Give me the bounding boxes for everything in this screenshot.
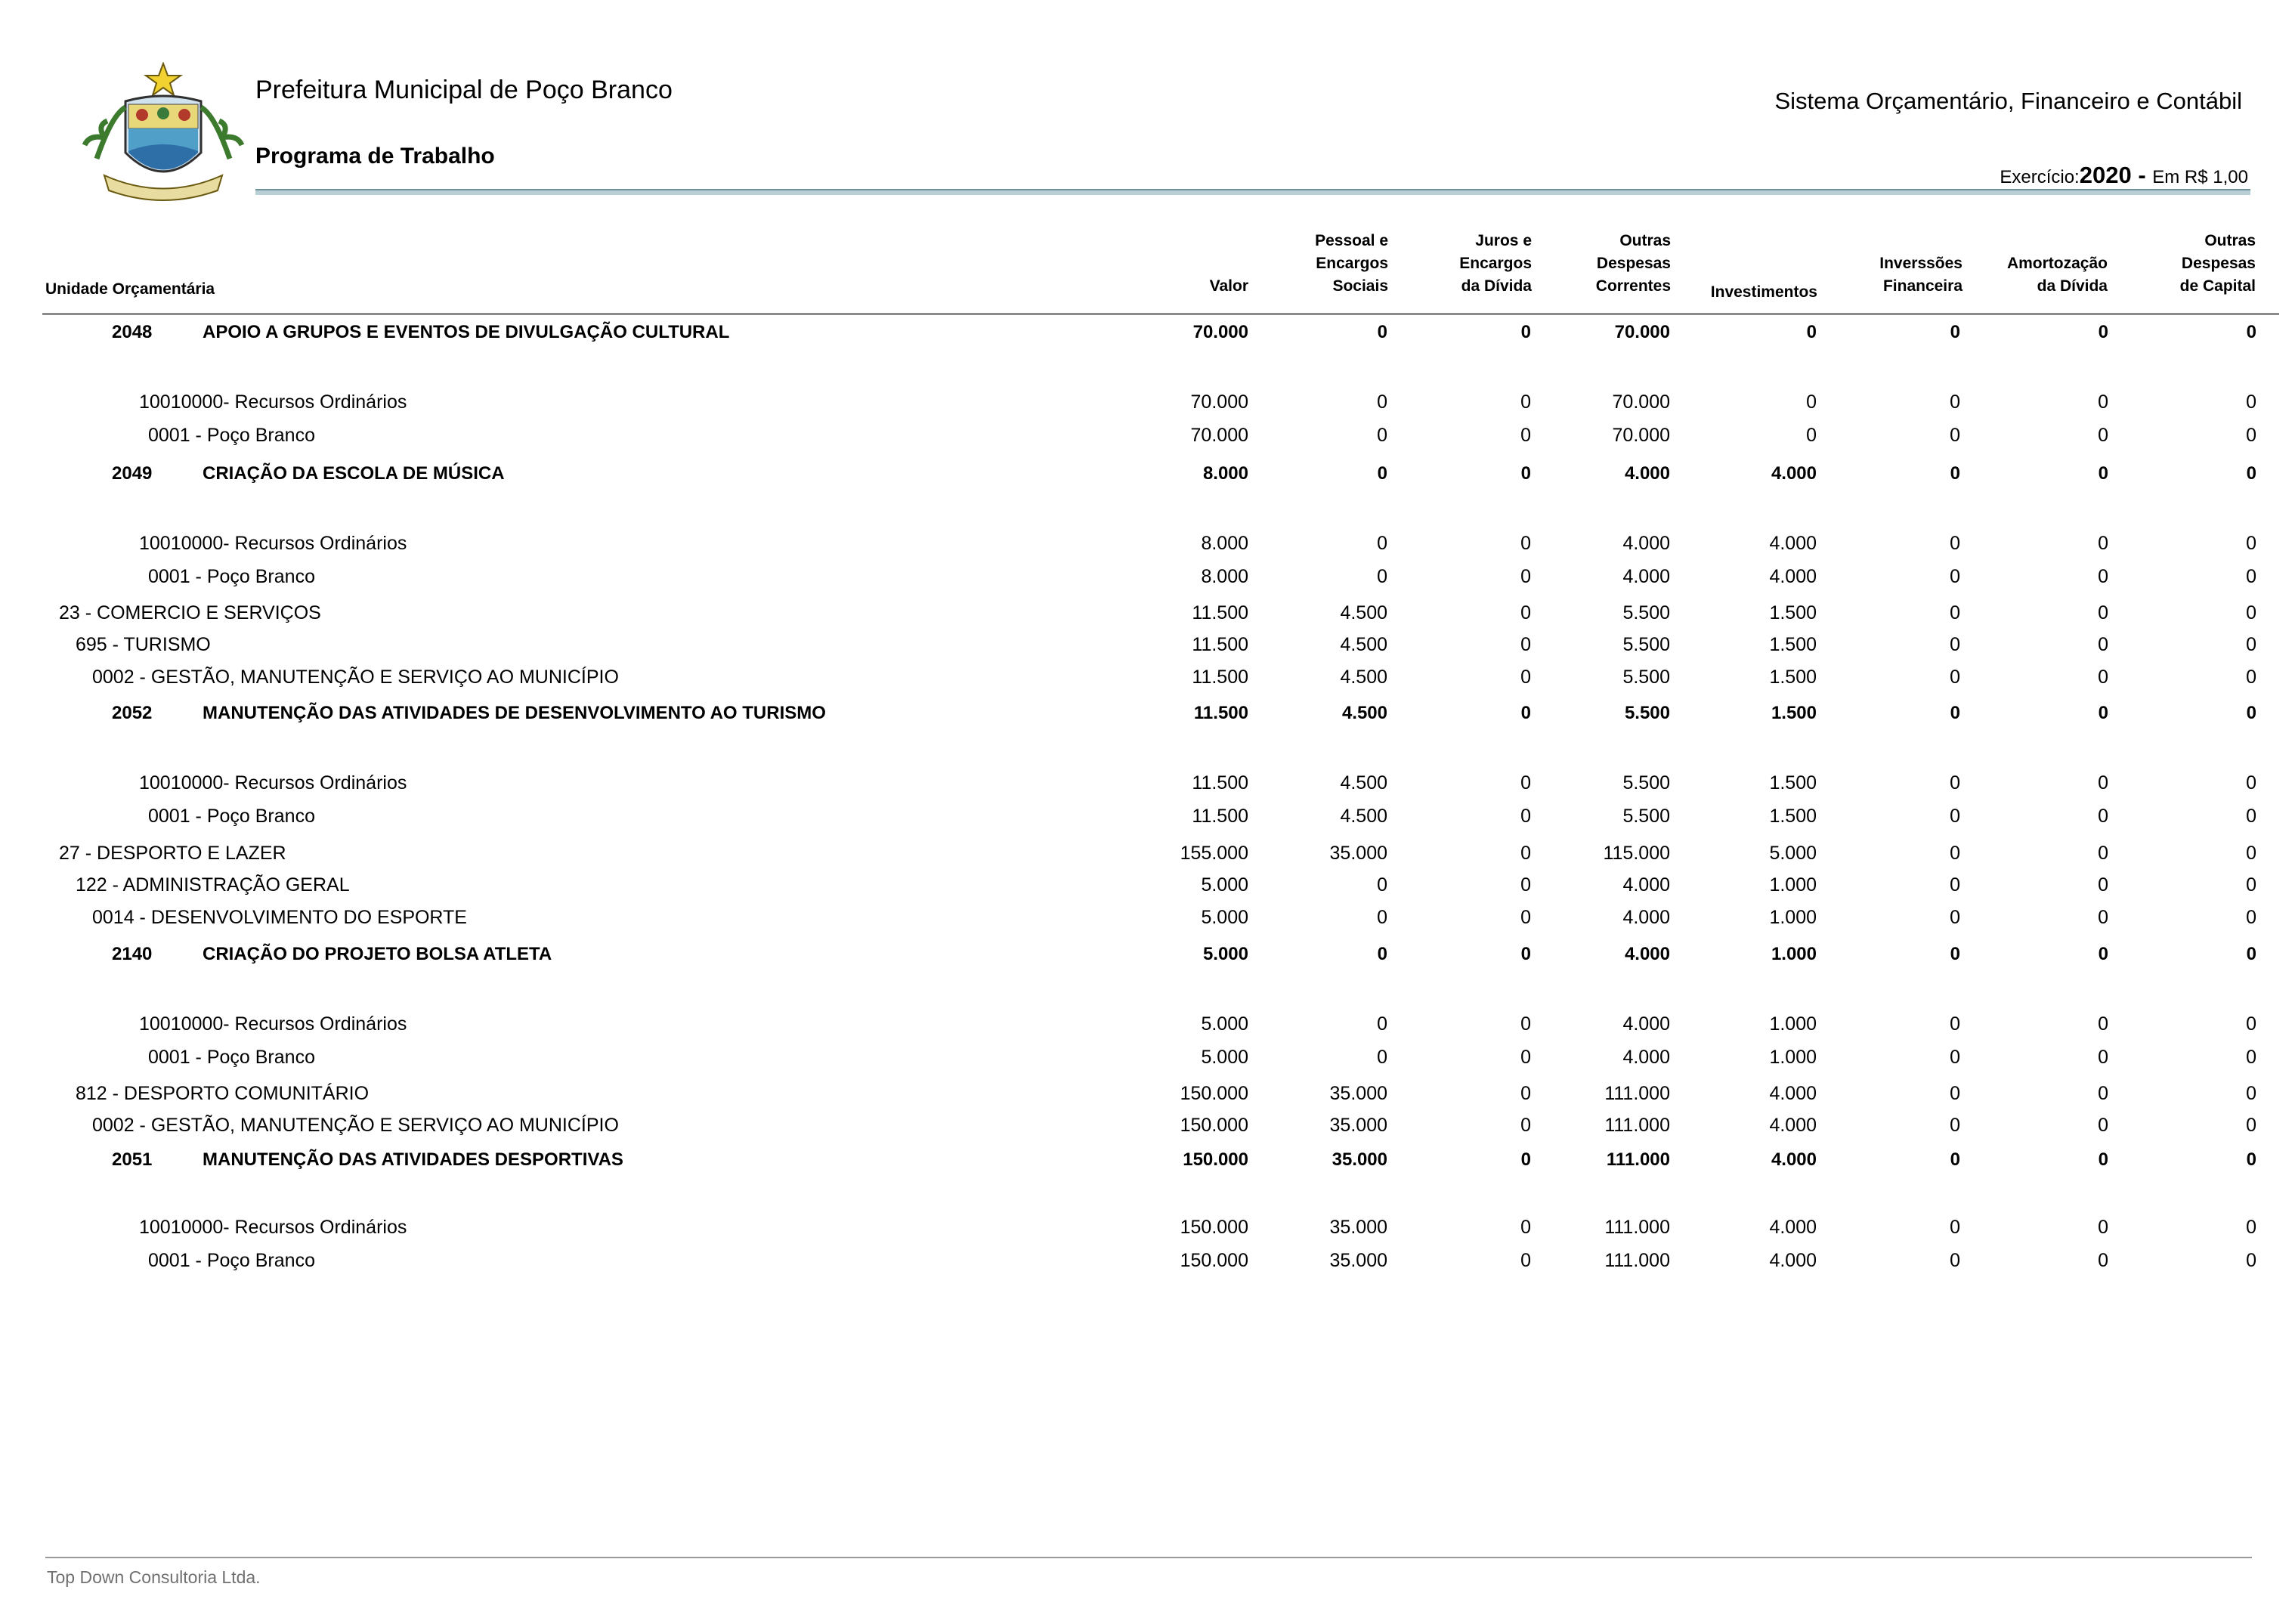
row-value-col-4: 4.000: [1624, 463, 1670, 484]
row-value-col-8: 0: [2246, 1013, 2256, 1035]
row-label: 0001 - Poço Branco: [148, 425, 315, 446]
row-value-col-3: 0: [1520, 907, 1531, 928]
row-value-col-5: 4.000: [1769, 1250, 1817, 1271]
currency-note: Em R$ 1,00: [2152, 167, 2248, 187]
municipality-name: Prefeitura Municipal de Poço Branco: [255, 76, 673, 104]
row-value-col-3: 0: [1520, 1149, 1531, 1170]
row-value-col-7: 0: [2098, 322, 2108, 342]
row-value-col-2: 35.000: [1329, 1115, 1387, 1136]
row-value-col-4: 4.000: [1622, 907, 1670, 928]
col-amortizacao: [2007, 252, 2108, 298]
row-value-col-6: 0: [1950, 806, 1960, 827]
row-label: 0001 - Poço Branco: [148, 806, 315, 827]
row-value-col-6: 0: [1950, 703, 1960, 723]
row-value-col-1: 150.000: [1180, 1250, 1248, 1271]
col-outras-correntes-line: Despesas: [1596, 255, 1671, 272]
row-value-col-2: 0: [1377, 907, 1387, 928]
row-label: 10010000- Recursos Ordinários: [139, 772, 407, 793]
row-value-col-2: 35.000: [1329, 1083, 1387, 1104]
col-juros-line: Juros e: [1475, 232, 1532, 249]
row-value-col-4: 5.500: [1622, 667, 1670, 688]
action-row: [0, 322, 2295, 352]
row-value-col-6: 0: [1950, 1083, 1960, 1104]
exercise-info: [2000, 162, 2248, 189]
action-code: 2051: [112, 1149, 153, 1170]
footer-credit: Top Down Consultoria Ltda.: [47, 1567, 261, 1587]
table-row: [0, 806, 2295, 836]
table-row: [0, 907, 2295, 937]
row-value-col-8: 0: [2246, 1047, 2256, 1068]
row-value-col-8: 0: [2246, 1217, 2256, 1238]
row-value-col-6: 0: [1950, 1217, 1960, 1238]
row-value-col-8: 0: [2246, 425, 2256, 446]
row-value-col-2: 35.000: [1329, 843, 1387, 864]
row-value-col-3: 0: [1520, 874, 1531, 896]
row-value-col-5: 4.000: [1769, 1217, 1817, 1238]
col-outras-capital-line: de Capital: [2179, 277, 2256, 295]
row-value-col-6: 0: [1950, 1115, 1960, 1136]
row-value-col-2: 0: [1377, 874, 1387, 896]
row-value-col-4: 4.000: [1624, 944, 1670, 964]
table-header-divider: [42, 313, 2279, 315]
row-value-col-6: 0: [1950, 463, 1960, 484]
row-value-col-7: 0: [2098, 944, 2108, 964]
row-value-col-4: 4.000: [1622, 533, 1670, 554]
row-value-col-3: 0: [1520, 463, 1531, 484]
row-value-col-7: 0: [2098, 425, 2108, 446]
row-value-col-2: 0: [1377, 566, 1387, 587]
row-value-col-1: 5.000: [1202, 944, 1248, 964]
row-value-col-8: 0: [2246, 634, 2256, 655]
row-value-col-4: 70.000: [1612, 391, 1670, 413]
row-value-col-1: 70.000: [1190, 391, 1248, 413]
row-value-col-1: 11.500: [1192, 634, 1248, 655]
row-value-col-1: 5.000: [1201, 907, 1248, 928]
row-value-col-3: 0: [1520, 391, 1531, 413]
row-label: 10010000- Recursos Ordinários: [139, 533, 407, 554]
row-value-col-5: 4.000: [1769, 566, 1817, 587]
row-value-col-7: 0: [2098, 566, 2108, 587]
row-value-col-6: 0: [1950, 944, 1960, 964]
row-value-col-8: 0: [2246, 1083, 2256, 1104]
row-label: CRIAÇÃO DO PROJETO BOLSA ATLETA: [203, 944, 552, 964]
row-value-col-6: 0: [1950, 907, 1960, 928]
row-value-col-4: 5.500: [1622, 634, 1670, 655]
action-code: 2049: [112, 463, 153, 484]
row-value-col-8: 0: [2246, 1149, 2256, 1170]
col-inversoes-line: Financeira: [1882, 277, 1963, 295]
row-value-col-7: 0: [2098, 772, 2108, 793]
row-value-col-4: 4.000: [1622, 1013, 1670, 1035]
table-row: [0, 874, 2295, 905]
row-label: 122 - ADMINISTRAÇÃO GERAL: [76, 874, 350, 896]
row-value-col-5: 4.000: [1769, 533, 1817, 554]
row-value-col-6: 0: [1950, 874, 1960, 896]
row-value-col-7: 0: [2098, 1083, 2108, 1104]
row-value-col-7: 0: [2098, 874, 2108, 896]
row-value-col-8: 0: [2246, 322, 2256, 342]
row-label: 0001 - Poço Branco: [148, 1047, 315, 1068]
row-value-col-2: 35.000: [1332, 1149, 1387, 1170]
row-value-col-8: 0: [2246, 463, 2256, 484]
row-value-col-2: 35.000: [1329, 1217, 1387, 1238]
row-value-col-1: 155.000: [1180, 843, 1248, 864]
row-value-col-3: 0: [1520, 703, 1531, 723]
row-value-col-2: 0: [1377, 425, 1387, 446]
row-value-col-1: 150.000: [1180, 1115, 1248, 1136]
row-label: 0001 - Poço Branco: [148, 566, 315, 587]
row-value-col-2: 4.500: [1340, 667, 1387, 688]
row-value-col-7: 0: [2098, 843, 2108, 864]
col-outras-correntes-line: Outras: [1619, 232, 1671, 249]
row-value-col-5: 1.000: [1771, 944, 1817, 964]
row-value-col-6: 0: [1950, 322, 1960, 342]
row-value-col-5: 1.500: [1769, 806, 1817, 827]
table-row: [0, 1013, 2295, 1044]
row-value-col-1: 8.000: [1201, 533, 1248, 554]
exercise-separator: -: [2131, 162, 2153, 188]
row-label: 10010000- Recursos Ordinários: [139, 391, 407, 413]
row-value-col-3: 0: [1520, 1115, 1531, 1136]
row-value-col-2: 4.500: [1340, 634, 1387, 655]
table-row: [0, 602, 2295, 633]
row-value-col-7: 0: [2098, 1149, 2108, 1170]
row-value-col-2: 0: [1377, 533, 1387, 554]
action-row: [0, 944, 2295, 974]
col-outras-capital: [2180, 230, 2256, 298]
row-value-col-1: 5.000: [1201, 1047, 1248, 1068]
row-value-col-8: 0: [2246, 1115, 2256, 1136]
row-value-col-2: 4.500: [1341, 703, 1387, 723]
col-inversoes-line: Inverssões: [1879, 255, 1963, 272]
col-outras-capital-line: Outras: [2204, 232, 2256, 249]
col-unidade: Unidade Orçamentária: [45, 280, 215, 298]
row-value-col-8: 0: [2246, 391, 2256, 413]
row-value-col-6: 0: [1950, 1013, 1960, 1035]
table-row: [0, 772, 2295, 803]
row-label: 23 - COMERCIO E SERVIÇOS: [59, 602, 321, 623]
row-value-col-4: 70.000: [1612, 425, 1670, 446]
row-label: APOIO A GRUPOS E EVENTOS DE DIVULGAÇÃO CULTURAL: [203, 322, 730, 342]
table-row: [0, 566, 2295, 596]
row-value-col-8: 0: [2246, 1250, 2256, 1271]
row-value-col-3: 0: [1520, 667, 1531, 688]
row-value-col-1: 70.000: [1192, 322, 1248, 342]
row-label: 0002 - GESTÃO, MANUTENÇÃO E SERVIÇO AO MUNICÍPIO: [92, 667, 619, 688]
row-value-col-1: 11.500: [1193, 703, 1248, 723]
table-row: [0, 1047, 2295, 1077]
row-value-col-5: 1.000: [1769, 874, 1817, 896]
row-value-col-7: 0: [2098, 1013, 2108, 1035]
exercise-year: 2020: [2079, 162, 2132, 188]
table-row: [0, 634, 2295, 664]
row-value-col-3: 0: [1520, 806, 1531, 827]
row-value-col-7: 0: [2098, 533, 2108, 554]
row-value-col-7: 0: [2098, 1047, 2108, 1068]
row-label: 0002 - GESTÃO, MANUTENÇÃO E SERVIÇO AO MUNICÍPIO: [92, 1115, 619, 1136]
row-value-col-2: 35.000: [1329, 1250, 1387, 1271]
table-row: [0, 391, 2295, 422]
row-value-col-4: 4.000: [1622, 1047, 1670, 1068]
row-value-col-8: 0: [2246, 806, 2256, 827]
col-juros: [1459, 230, 1532, 298]
row-value-col-5: 4.000: [1771, 463, 1817, 484]
row-value-col-8: 0: [2246, 533, 2256, 554]
row-value-col-4: 111.000: [1604, 1217, 1670, 1238]
row-value-col-8: 0: [2246, 566, 2256, 587]
table-row: [0, 425, 2295, 455]
header-divider: [255, 189, 2250, 195]
row-value-col-2: 0: [1377, 944, 1387, 964]
row-value-col-6: 0: [1950, 772, 1960, 793]
col-outras-correntes: [1596, 230, 1671, 298]
row-value-col-2: 0: [1377, 1047, 1387, 1068]
row-value-col-1: 5.000: [1201, 874, 1248, 896]
row-value-col-5: 4.000: [1769, 1083, 1817, 1104]
row-value-col-3: 0: [1520, 843, 1531, 864]
row-value-col-7: 0: [2098, 1250, 2108, 1271]
row-value-col-5: 0: [1806, 391, 1817, 413]
row-value-col-2: 0: [1377, 322, 1387, 342]
row-value-col-3: 0: [1520, 602, 1531, 623]
row-value-col-7: 0: [2098, 463, 2108, 484]
row-value-col-2: 4.500: [1340, 602, 1387, 623]
row-label: CRIAÇÃO DA ESCOLA DE MÚSICA: [203, 463, 505, 484]
row-value-col-4: 5.500: [1622, 772, 1670, 793]
exercise-label: Exercício:: [2000, 167, 2080, 187]
row-label: 695 - TURISMO: [76, 634, 211, 655]
row-value-col-3: 0: [1520, 1217, 1531, 1238]
row-value-col-1: 11.500: [1192, 772, 1248, 793]
row-value-col-5: 1.500: [1769, 667, 1817, 688]
row-value-col-5: 1.500: [1769, 602, 1817, 623]
row-value-col-8: 0: [2246, 944, 2256, 964]
row-value-col-3: 0: [1520, 533, 1531, 554]
row-value-col-3: 0: [1520, 322, 1531, 342]
row-value-col-5: 1.500: [1771, 703, 1817, 723]
row-value-col-8: 0: [2246, 703, 2256, 723]
row-value-col-4: 5.500: [1622, 806, 1670, 827]
row-value-col-5: 1.500: [1769, 772, 1817, 793]
row-value-col-4: 4.000: [1622, 874, 1670, 896]
row-value-col-8: 0: [2246, 602, 2256, 623]
row-label: 10010000- Recursos Ordinários: [139, 1217, 407, 1238]
col-juros-line: da Dívida: [1461, 277, 1532, 295]
action-row: [0, 463, 2295, 493]
col-amortizacao-line: da Dívida: [2037, 277, 2108, 295]
row-value-col-2: 0: [1377, 391, 1387, 413]
row-label: 0014 - DESENVOLVIMENTO DO ESPORTE: [92, 907, 467, 928]
row-value-col-8: 0: [2246, 874, 2256, 896]
row-value-col-4: 5.500: [1624, 703, 1670, 723]
row-value-col-1: 150.000: [1180, 1083, 1248, 1104]
row-label: 812 - DESPORTO COMUNITÁRIO: [76, 1083, 370, 1104]
row-value-col-4: 70.000: [1614, 322, 1670, 342]
table-row: [0, 843, 2295, 873]
table-row: [0, 667, 2295, 697]
row-value-col-6: 0: [1950, 1047, 1960, 1068]
action-code: 2052: [112, 703, 153, 723]
row-value-col-4: 5.500: [1622, 602, 1670, 623]
row-value-col-1: 70.000: [1190, 425, 1248, 446]
row-value-col-7: 0: [2098, 907, 2108, 928]
col-amortizacao-line: Amortozação: [2006, 255, 2108, 272]
row-value-col-6: 0: [1950, 391, 1960, 413]
row-value-col-6: 0: [1950, 1250, 1960, 1271]
row-label: MANUTENÇÃO DAS ATIVIDADES DESPORTIVAS: [203, 1149, 623, 1170]
row-value-col-3: 0: [1520, 1047, 1531, 1068]
action-code: 2048: [112, 322, 153, 342]
col-outras-capital-line: Despesas: [2181, 255, 2256, 272]
row-value-col-2: 4.500: [1340, 772, 1387, 793]
col-pessoal-line: Sociais: [1332, 277, 1388, 295]
row-value-col-3: 0: [1520, 425, 1531, 446]
row-value-col-4: 111.000: [1604, 1250, 1670, 1271]
row-value-col-4: 111.000: [1606, 1149, 1670, 1170]
col-juros-line: Encargos: [1459, 255, 1532, 272]
system-name: Sistema Orçamentário, Financeiro e Contábil: [1774, 88, 2242, 114]
row-value-col-1: 11.500: [1192, 667, 1248, 688]
row-value-col-6: 0: [1950, 533, 1960, 554]
row-value-col-5: 4.000: [1771, 1149, 1817, 1170]
row-value-col-7: 0: [2098, 602, 2108, 623]
row-value-col-4: 111.000: [1604, 1115, 1670, 1136]
row-value-col-6: 0: [1950, 634, 1960, 655]
row-value-col-7: 0: [2098, 1217, 2108, 1238]
row-value-col-6: 0: [1950, 425, 1960, 446]
col-investimentos: Investimentos: [1710, 283, 1817, 301]
row-label: 27 - DESPORTO E LAZER: [59, 843, 286, 864]
row-value-col-3: 0: [1520, 634, 1531, 655]
row-value-col-1: 8.000: [1202, 463, 1248, 484]
row-value-col-5: 1.000: [1769, 907, 1817, 928]
row-value-col-1: 150.000: [1180, 1217, 1248, 1238]
row-value-col-5: 0: [1806, 322, 1817, 342]
col-pessoal-line: Pessoal e: [1315, 232, 1388, 249]
row-value-col-3: 0: [1520, 944, 1531, 964]
row-value-col-8: 0: [2246, 772, 2256, 793]
row-value-col-3: 0: [1520, 1250, 1531, 1271]
row-value-col-3: 0: [1520, 772, 1531, 793]
row-value-col-7: 0: [2098, 806, 2108, 827]
row-value-col-4: 115.000: [1603, 843, 1670, 864]
row-label: 10010000- Recursos Ordinários: [139, 1013, 407, 1035]
row-value-col-7: 0: [2098, 667, 2108, 688]
row-value-col-4: 4.000: [1622, 566, 1670, 587]
row-value-col-5: 1.000: [1769, 1013, 1817, 1035]
row-value-col-3: 0: [1520, 1013, 1531, 1035]
row-value-col-1: 150.000: [1183, 1149, 1248, 1170]
row-value-col-2: 4.500: [1340, 806, 1387, 827]
footer-divider: [45, 1557, 2252, 1558]
row-value-col-6: 0: [1950, 1149, 1960, 1170]
table-row: [0, 533, 2295, 563]
row-value-col-5: 1.500: [1769, 634, 1817, 655]
row-value-col-8: 0: [2246, 843, 2256, 864]
table-row: [0, 1250, 2295, 1280]
col-pessoal: [1315, 230, 1388, 298]
row-value-col-2: 0: [1377, 463, 1387, 484]
row-value-col-1: 11.500: [1192, 602, 1248, 623]
col-pessoal-line: Encargos: [1316, 255, 1388, 272]
row-value-col-5: 5.000: [1769, 843, 1817, 864]
row-value-col-6: 0: [1950, 843, 1960, 864]
action-row: [0, 1149, 2295, 1180]
row-value-col-6: 0: [1950, 602, 1960, 623]
action-code: 2140: [112, 944, 153, 964]
col-outras-correntes-line: Correntes: [1595, 277, 1671, 295]
row-value-col-1: 11.500: [1192, 806, 1248, 827]
row-value-col-7: 0: [2098, 391, 2108, 413]
row-value-col-8: 0: [2246, 907, 2256, 928]
action-row: [0, 703, 2295, 733]
coat-of-arms-logo: [82, 62, 245, 207]
col-inversoes: [1879, 252, 1963, 298]
row-label: 0001 - Poço Branco: [148, 1250, 315, 1271]
row-value-col-5: 1.000: [1769, 1047, 1817, 1068]
table-row: [0, 1083, 2295, 1113]
table-row: [0, 1115, 2295, 1145]
row-value-col-7: 0: [2098, 1115, 2108, 1136]
row-value-col-8: 0: [2246, 667, 2256, 688]
row-value-col-6: 0: [1950, 667, 1960, 688]
row-value-col-6: 0: [1950, 566, 1960, 587]
row-label: MANUTENÇÃO DAS ATIVIDADES DE DESENVOLVIMENTO AO TURISMO: [203, 703, 826, 723]
row-value-col-4: 111.000: [1604, 1083, 1670, 1104]
row-value-col-3: 0: [1520, 566, 1531, 587]
report-title: Programa de Trabalho: [255, 144, 495, 169]
row-value-col-1: 8.000: [1201, 566, 1248, 587]
row-value-col-7: 0: [2098, 634, 2108, 655]
row-value-col-7: 0: [2098, 703, 2108, 723]
row-value-col-3: 0: [1520, 1083, 1531, 1104]
row-value-col-2: 0: [1377, 1013, 1387, 1035]
table-row: [0, 1217, 2295, 1247]
col-valor: Valor: [1209, 277, 1248, 295]
row-value-col-5: 4.000: [1769, 1115, 1817, 1136]
row-value-col-5: 0: [1806, 425, 1817, 446]
row-value-col-1: 5.000: [1201, 1013, 1248, 1035]
